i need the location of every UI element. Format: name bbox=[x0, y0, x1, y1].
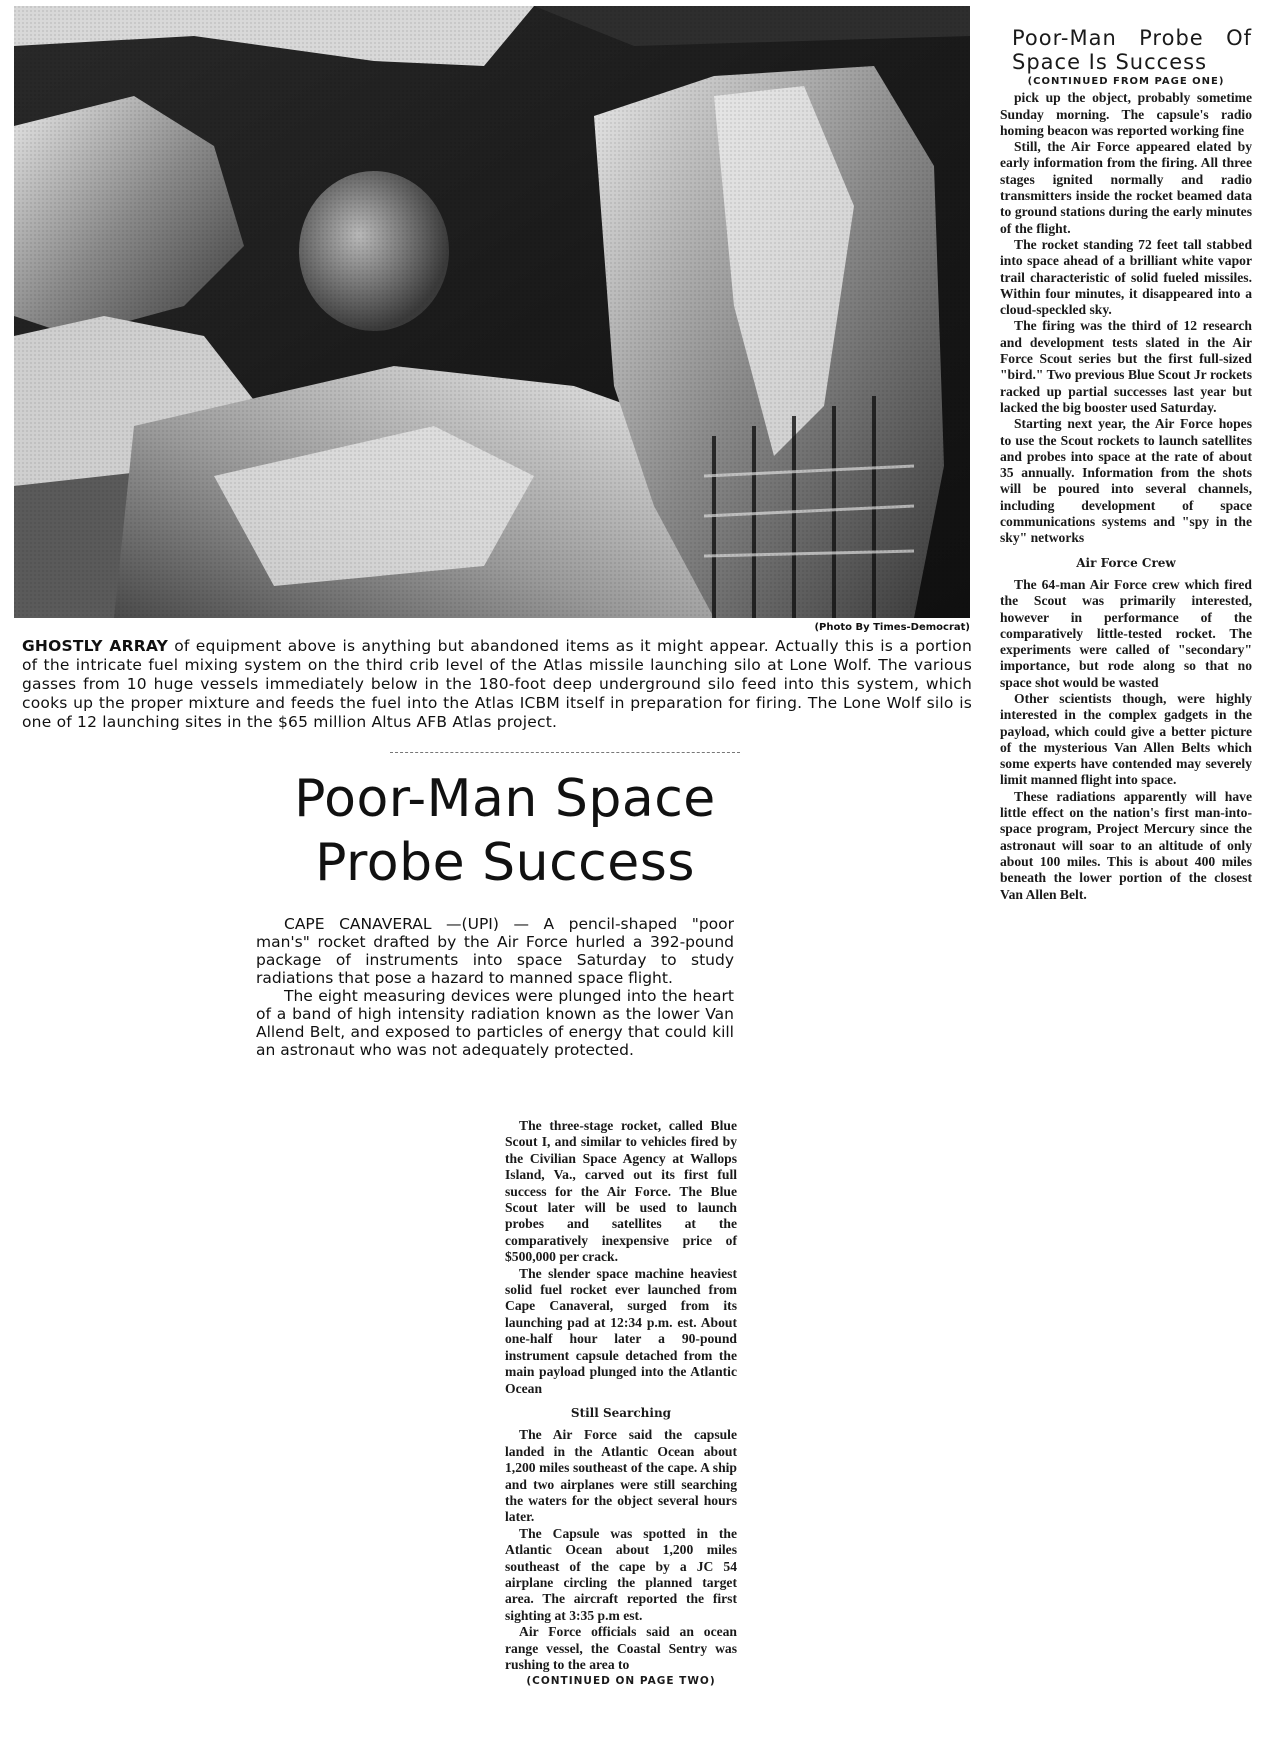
story-paragraph: The slender space machine heaviest solid fuel rocket ever launched from Cape Canaveral, surged from its launching pad at 12:34 p.m. est. About one-half hour later a 90-pound instrument capsule detached from the main payload plunged into the Atlantic Ocean bbox=[505, 1265, 737, 1396]
divider bbox=[390, 752, 740, 763]
story-paragraph: Air Force officials said an ocean range vessel, the Coastal Sentry was rushing to the area to bbox=[505, 1624, 737, 1672]
story-paragraph: Still, the Air Force appeared elated by early information from the firing. All three stages ignited normally and radio transmitters inside the rocket beamed data to ground stations during the early minutes of the flight. bbox=[1000, 139, 1252, 236]
continued-on-line: (CONTINUED ON PAGE TWO) bbox=[526, 1675, 716, 1688]
caption-text: of equipment above is anything but abandoned items as it might appear. Actually this is a portion of the intricate fuel mixing system on the third crib level of the Atlas missile launching silo at Lone Wolf. The various gasses from 10 huge vessels immediately below in the 180-foot deep underground silo feed into this system, which cooks up the proper mixture and feeds the fuel into the Atlas ICBM itself in preparation for firing. The Lone Wolf silo is one of 12 launching sites in the $65 million Altus AFB Atlas project. bbox=[22, 637, 972, 731]
subhead-still-searching: Still Searching bbox=[570, 1405, 672, 1420]
main-headline bbox=[270, 767, 740, 895]
continued-from-line: (CONTINUED FROM PAGE ONE) bbox=[1027, 76, 1225, 87]
lead-story-text bbox=[256, 915, 734, 1059]
lead-paragraph: The eight measuring devices were plunged into the heart of a band of high intensity radiation known as the lower Van Allend Belt, and exposed to particles of energy that could kill an astronaut who was not adequately protected. bbox=[256, 987, 734, 1059]
headline-line-2: Probe Success bbox=[315, 833, 695, 893]
continued-story-column bbox=[1000, 26, 1252, 903]
fuel-system-photo-image bbox=[14, 6, 970, 618]
photo-credit: (Photo By Times-Democrat) bbox=[814, 622, 970, 633]
main-story-column bbox=[505, 1118, 737, 1690]
story-paragraph: These radiations apparently will have little effect on the nation's first man-into-space program, Project Mercury since the astronaut will soar to an altitude of only about 100 miles. This is about 400 miles beneath the lower portion of the closest Van Allen Belt. bbox=[1000, 788, 1252, 902]
photo-caption bbox=[22, 637, 972, 732]
story-paragraph: The Air Force said the capsule landed in the Atlantic Ocean about 1,200 miles southeast of the cape. A ship and two airplanes were still searching the waters for the object several hours later. bbox=[505, 1427, 737, 1525]
story-paragraph: The 64-man Air Force crew which fired the Scout was primarily interested, however in performance of the comparatively little-tested rocket. The experiments were called of "secondary" importance, but rode along so that no space shot would be wasted bbox=[1000, 576, 1252, 690]
story-paragraph: The firing was the third of 12 research and development tests slated in the Air Force Scout series but the first full-sized "bird." Two previous Blue Scout Jr rockets racked up partial successes last year but lacked the big booster used Saturday. bbox=[1000, 318, 1252, 415]
story-paragraph: The Capsule was spotted in the Atlantic Ocean about 1,200 miles southeast of the cape by a JC 54 airplane circling the planned target area. The aircraft reported the first sighting at 3:35 p.m est. bbox=[505, 1525, 737, 1623]
story-paragraph: pick up the object, probably sometime Sunday morning. The capsule's radio homing beacon was reported working fine bbox=[1000, 90, 1252, 138]
story-paragraph: The three-stage rocket, called Blue Scout I, and similar to vehicles fired by the Civilian Space Agency at Wallops Island, Va., carved out its first full success for the Air Force. The Blue Scout later will be used to launch probes and satellites at the comparatively inexpensive price of $500,000 per crack. bbox=[505, 1118, 737, 1265]
subhead-air-force-crew: Air Force Crew bbox=[1076, 555, 1176, 570]
headline-line-1: Poor-Man Space bbox=[294, 769, 716, 829]
caption-lead: GHOSTLY ARRAY bbox=[22, 637, 168, 655]
story-paragraph: Other scientists though, were highly interested in the complex gadgets in the payload, which could give a better picture of the mysterious Van Allen Belts which some experts have contended may severely limit manned flight into space. bbox=[1000, 690, 1252, 788]
story-paragraph: Starting next year, the Air Force hopes to use the Scout rockets to launch satellites and probes into space at the rate of about 35 annually. Information from the shots will be poured into several channels, including development of space communications systems and "spy in the sky" networks bbox=[1000, 416, 1252, 546]
news-photo bbox=[14, 6, 970, 618]
continued-headline: Poor-Man Probe Of Space Is Success bbox=[1012, 26, 1252, 74]
story-paragraph: The rocket standing 72 feet tall stabbed into space ahead of a brilliant white vapor trail characteristic of solid fueled missiles. Within four minutes, it disappeared into a cloud-speckled sky. bbox=[1000, 236, 1252, 318]
lead-paragraph: CAPE CANAVERAL —(UPI) — A pencil-shaped "poor man's" rocket drafted by the Air Force hurled a 392-pound package of instruments into space Saturday to study radiations that pose a hazard to manned space flight. bbox=[256, 915, 734, 987]
